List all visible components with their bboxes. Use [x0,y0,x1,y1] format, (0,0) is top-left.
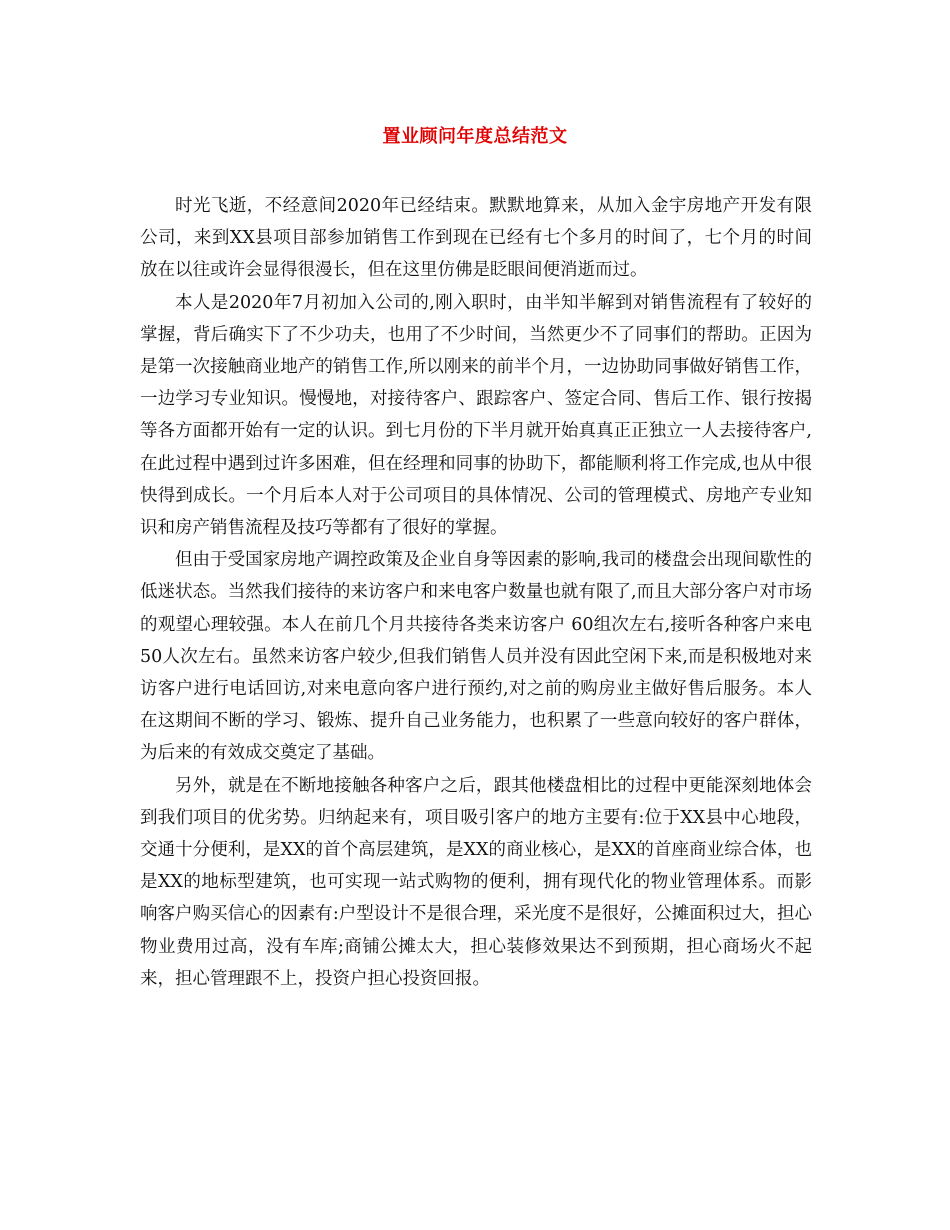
paragraph-1: 时光飞逝，不经意间2020年已经结束。默默地算来，从加入金宇房地产开发有限公司，来到XX县项目部参加销售工作到现在已经有七个多月的时间了，七个月的时间放在以往或许会显得很漫长，但在这里仿佛是眨眼间便消逝而过。 [140,196,812,281]
paragraph-3: 但由于受国家房地产调控政策及企业自身等因素的影响,我司的楼盘会出现间歇性的低迷状态。当然我们接待的来访客户和来电客户数量也就有限了,而且大部分客户对市场的观望心理较强。本人在前几个月共接待各类来访客户 60组次左右,接听各种客户来电50人次左右。虽然来访客户较少,但我们销售人员并没有因此空闲下来,而是积极地对来访客户进行电话回访,对来电意向客户进行预约,对之前的购房业主做好售后服务。本人在这期间不断的学习、锻炼、提升自己业务能力，也积累了一些意向较好的客户群体，为后来的有效成交奠定了基础。 [140,550,812,764]
paragraph-2: 本人是2020年7月初加入公司的,刚入职时，由半知半解到对销售流程有了较好的掌握，背后确实下了不少功夫，也用了不少时间，当然更少不了同事们的帮助。正因为是第一次接触商业地产的销售工作,所以刚来的前半个月，一边协助同事做好销售工作，一边学习专业知识。慢慢地，对接待客户、跟踪客户、签定合同、售后工作、银行按揭等各方面都开始有一定的认识。到七月份的下半月就开始真真正正独立一人去接待客户,在此过程中遇到过许多困难，但在经理和同事的协助下，都能顺利将工作完成,也从中很快得到成长。一个月后本人对于公司项目的具体情况、公司的管理模式、房地产专业知识和房产销售流程及技巧等都有了很好的掌握。 [140,292,812,539]
document-body [140,190,812,995]
paragraph-4: 另外，就是在不断地接触各种客户之后，跟其他楼盘相比的过程中更能深刻地体会到我们项目的优劣势。归纳起来有，项目吸引客户的地方主要有:位于XX县中心地段，交通十分便利，是XX的首个高层建筑，是XX的商业核心，是XX的首座商业综合体，也是XX的地标型建筑，也可实现一站式购物的便利，拥有现代化的物业管理体系。而影响客户购买信心的因素有:户型设计不是很合理，采光度不是很好，公摊面积过大，担心物业费用过高，没有车库;商铺公摊太大，担心装修效果达不到预期，担心商场火不起来，担心管理跟不上，投资户担心投资回报。 [140,775,812,989]
document-title: 置业顾问年度总结范文 [382,126,568,147]
